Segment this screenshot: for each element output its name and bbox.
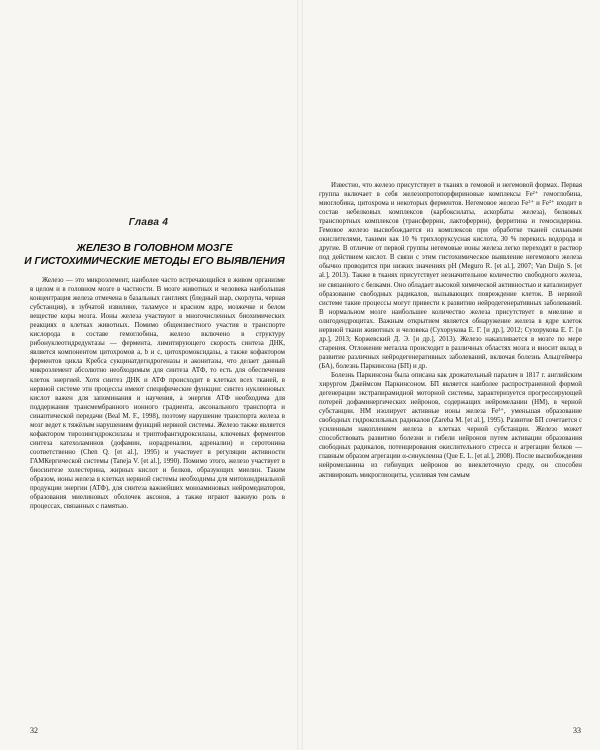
- left-page-body: [30, 276, 285, 511]
- left-page-number: 32: [30, 726, 38, 735]
- right-page: [303, 0, 600, 750]
- chapter-title-line-1: ЖЕЛЕЗО В ГОЛОВНОМ МОЗГЕ: [76, 243, 233, 254]
- left-page: [0, 0, 297, 750]
- chapter-heading: Глава 4: [128, 217, 169, 228]
- chapter-title: [12, 242, 297, 268]
- right-paragraph-2: Болезнь Паркинсона была описана как дрожательный паралич в 1817 г. английским хирургом Джеймсом Паркинсоном. БП является наиболее распространенной формой дегенерации экстрапирамидной моторной системы, характеризуется прогрессирующей потерей дофаминергических нейронов, содержащих нейромеланин (НМ), в черной субстанции. НМ изолирует активные ионы железа Fe³⁺, уменьшая образование свободных гидроксильных радикалов (Zareba M. [et al.], 1995). Развитие БП сочетается с усиленным накоплением железа в клетках черной субстанции. Железо может способствовать развитию болезни и гибели нейронов путем активации образования свободных радикалов, потенцирования окислительного стресса и агрегации белков — главным образом агрегации α-синуклеина (Que E. L. [et al.], 2008). После высвобождения нейромеланина из гибнущих нейронов во внеклеточную среду, он способен активировать микроглиоциты, усиливая тем самым: [319, 371, 582, 479]
- chapter-title-line-2: И ГИСТОХИМИЧЕСКИЕ МЕТОДЫ ЕГО ВЫЯВЛЕНИЯ: [24, 256, 285, 267]
- right-page-body: [319, 181, 582, 480]
- right-page-number: 33: [573, 726, 581, 735]
- right-paragraph-1: Известно, что железо присутствует в тканях в гемовой и негемовой формах. Первая группа включает в себя железопротопорфириновые комплексы Fe²⁺ гемоглобина, миоглобина, цитохрома и некоторых ферментов. Негемовое железо Fe²⁺ и Fe³⁺ входит в состав небелковых комплексов (карбоксилаты, аскорбаты железа), белковых транспортных комплексов (трансферрин, лактоферрин), ферритина и гемосидерина. Гемовое железо высвобождается из комплексов при обработке тканей сильными окислителями, такими как 10 % трихлоруксусная кислота, 30 % перекись водорода и другие. В отличие от первой группы негемовые ионы железа легко переходят в раствор под действием кислот. В связи с этим гистохимическое выявление негемового железа обычно проводится при низких значениях pH (Meguro R. [et al.], 2007; Van Duijn S. [et al.], 2013). Также в тканях присутствует незначительное количество свободного железа, не связанного с белками. Оно обладает высокой химической активностью и катализирует образование свободных радикалов, вызывающих повреждение клеток. В нервной системе такие процессы могут привести к развитию нейродегенеративных заболеваний. В нормальном мозге наибольшее количество железа присутствует в миелине и олигодендроцитах. Важным открытием является обнаружение железа в ядре клеток нервной ткани животных и человека (Сухорукова Е. Г. [и др.], 2012; Сухорукова Е. Г. [и др.], 2013; Коржевский Д. Э. [и др.], 2013). Железо накапливается в мозге по мере старения. Отложение металла происходит в различных областях мозга и вносит вклад в развитие различных нейродегенеративных заболеваний, включая болезнь Альцгеймера (БА), болезнь Паркинсона (БП) и др.: [319, 182, 582, 370]
- left-paragraph-1: Железо — это микроэлемент, наиболее часто встречающийся в живом организме в целом и в головном мозге в частности. В мозге животных и человека наибольшая концентрация железа отмечена в базальных ганглиях (бледный шар, скорлупа, черная субстанция), в зубчатой извилине, таламусе и красном ядре, мозжечке и белом веществе коры мозга. Ионы железа участвуют в многочисленных биохимических реакциях в клетках животных. Помимо общеизвестного участия в транспорте кислорода в составе гемоглобина, железо включено в структуру рибонуклеотидредуктазы — фермента, лимитирующего скорость синтеза ДНК, является компонентом цитохромов a, b и c, цитохромоксидазы, а также кофактором ферментов цикла Кребса сукцинатдегидрогеназы и аконитазы, что делает данный микроэлемент абсолютно необходимым для синтеза АТФ, то есть для обеспечения клеток энергией. Хотя синтез ДНК и АТФ происходит в клетках всех тканей, в нервной системе эти процессы имеют специфические функции: синтез нуклеиновых кислот важен для запоминания и научения, а энергия АТФ необходима для поддержания трансмембранного ионного градиента, аксонального транспорта и синаптической передачи (Beal M. F., 1998), поэтому нарушение транспорта железа в мозг ведет к тяжёлым нарушениям функций нервной системы. Железо также является кофактором тирозингидроксилазы и триптофангидроксилазы, ключевых ферментов синтеза катехоламинов (дофамин, норадреналин, адреналин) и серотонина соответственно (Chen Q. [et al.], 1995) и участвует в регуляции активности ГАМКергической системы (Taneja V. [et al.], 1990). Помимо этого, железо участвует в биосинтезе холестерина, жирных кислот и белков, образующих миелин. Таким образом, ионы железа в клетках нервной системы необходимы для митохондриальной продукции энергии (АТФ), для синтеза важнейших моноаминовых нейромедиаторов, образования миелиновых оболочек аксонов, а также играют важную роль в процессах, связанных с памятью.: [30, 277, 285, 511]
